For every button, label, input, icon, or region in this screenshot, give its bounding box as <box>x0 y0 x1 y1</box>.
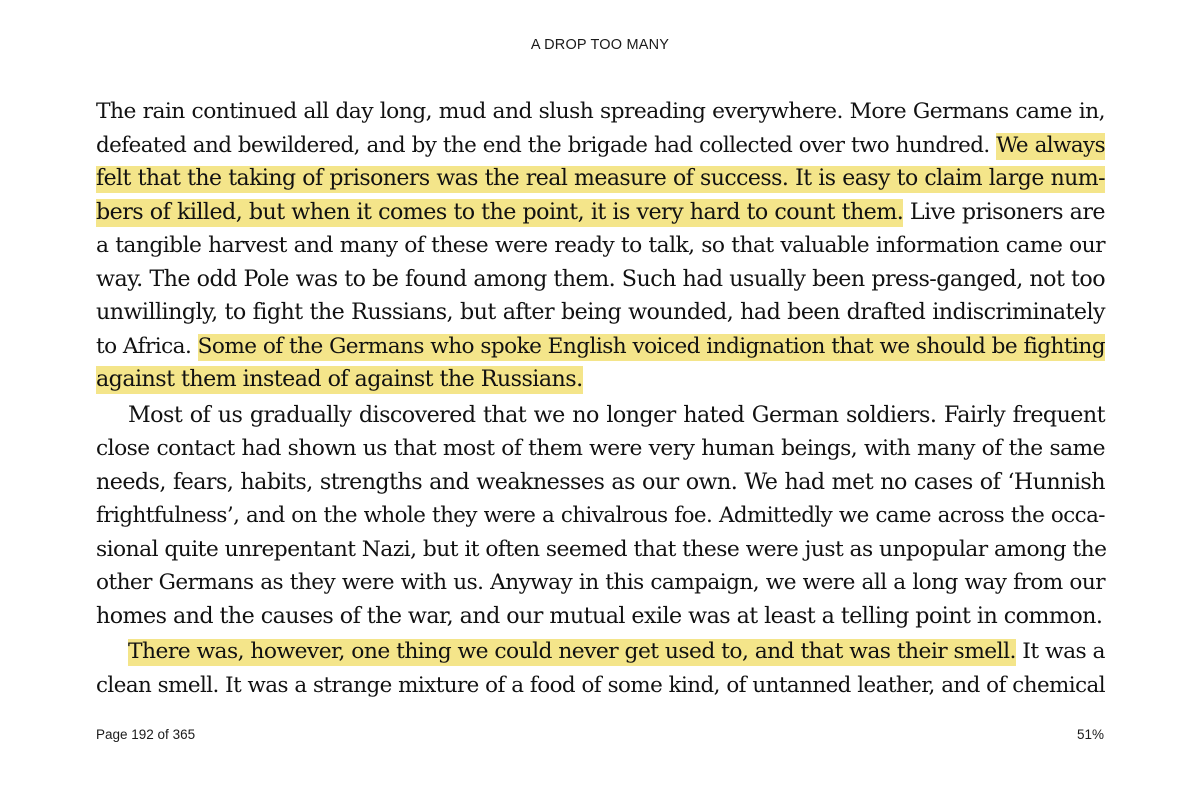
page-number-label: Page 192 of 365 <box>96 727 196 742</box>
text-span: needs, fears, habits, strengths and weaknesses as our own. We had met no cases of ‘Hunnish <box>96 468 1105 495</box>
text-line <box>96 566 1105 600</box>
text-line <box>96 432 1105 466</box>
text-span: other Germans as they were with us. Anyway in this campaign, we were all a long way from our <box>96 570 1105 595</box>
text-line <box>96 399 1105 433</box>
text-line <box>96 162 1105 196</box>
text-line <box>96 196 1105 230</box>
text-span: Most of us gradually discovered that we no longer hated German soldiers. Fairly frequent <box>128 401 1105 428</box>
highlighted-text[interactable]: Some of the Germans who spoke English voiced indignation that we should be fighting <box>197 333 1105 359</box>
text-span: sional quite unrepentant Nazi, but it often seemed that these were just as unpopular among the <box>96 536 1107 562</box>
text-span: way. The odd Pole was to be found among them. Such had usually been press-ganged, not too <box>96 265 1105 292</box>
text-span: to Africa. <box>96 333 198 359</box>
text-line <box>96 635 1105 669</box>
highlighted-text[interactable]: We always <box>996 132 1106 158</box>
text-line <box>96 129 1105 163</box>
text-line <box>96 669 1105 703</box>
text-line <box>96 296 1105 330</box>
highlighted-text[interactable]: against them instead of against the Russians. <box>96 366 583 392</box>
text-line <box>96 499 1105 533</box>
text-span: defeated and bewildered, and by the end the brigade had collected over two hundred. <box>96 132 997 158</box>
text-line <box>96 330 1105 364</box>
text-line <box>96 229 1105 263</box>
highlighted-text[interactable]: bers of killed, but when it comes to the point, it is very hard to count them. <box>96 198 904 225</box>
text-span: a tangible harvest and many of these were ready to talk, so that valuable information came our <box>96 233 1105 258</box>
highlighted-text[interactable]: felt that the taking of prisoners was the real measure of success. It is easy to claim large num- <box>96 166 1105 191</box>
text-span: frightfulness’, and on the whole they were a chivalrous foe. Admittedly we came across the occa- <box>96 503 1105 528</box>
text-span: unwillingly, to fight the Russians, but after being wounded, had been drafted indiscriminately <box>96 299 1105 325</box>
text-line <box>96 533 1105 567</box>
text-line <box>96 95 1105 129</box>
chapter-title: A DROP TOO MANY <box>530 37 670 53</box>
text-span: It was a <box>1015 639 1105 664</box>
text-line <box>96 600 1105 634</box>
text-line <box>96 363 1105 397</box>
text-line <box>96 466 1105 500</box>
text-span: Live prisoners are <box>903 198 1106 225</box>
text-span: close contact had shown us that most of them were very human beings, with many of the same <box>96 436 1105 461</box>
text-line <box>96 263 1105 297</box>
page-body[interactable] <box>96 95 1105 702</box>
text-span: The rain continued all day long, mud and slush spreading everywhere. More Germans came in, <box>96 99 1105 124</box>
reading-progress: 51% <box>1076 727 1104 742</box>
text-span: homes and the causes of the war, and our mutual exile was at least a telling point in common. <box>96 602 1103 629</box>
highlighted-text[interactable]: There was, however, one thing we could never get used to, and that was their smell. <box>128 639 1016 664</box>
text-span: clean smell. It was a strange mixture of a food of some kind, of untanned leather, and of chemical <box>96 672 1105 698</box>
